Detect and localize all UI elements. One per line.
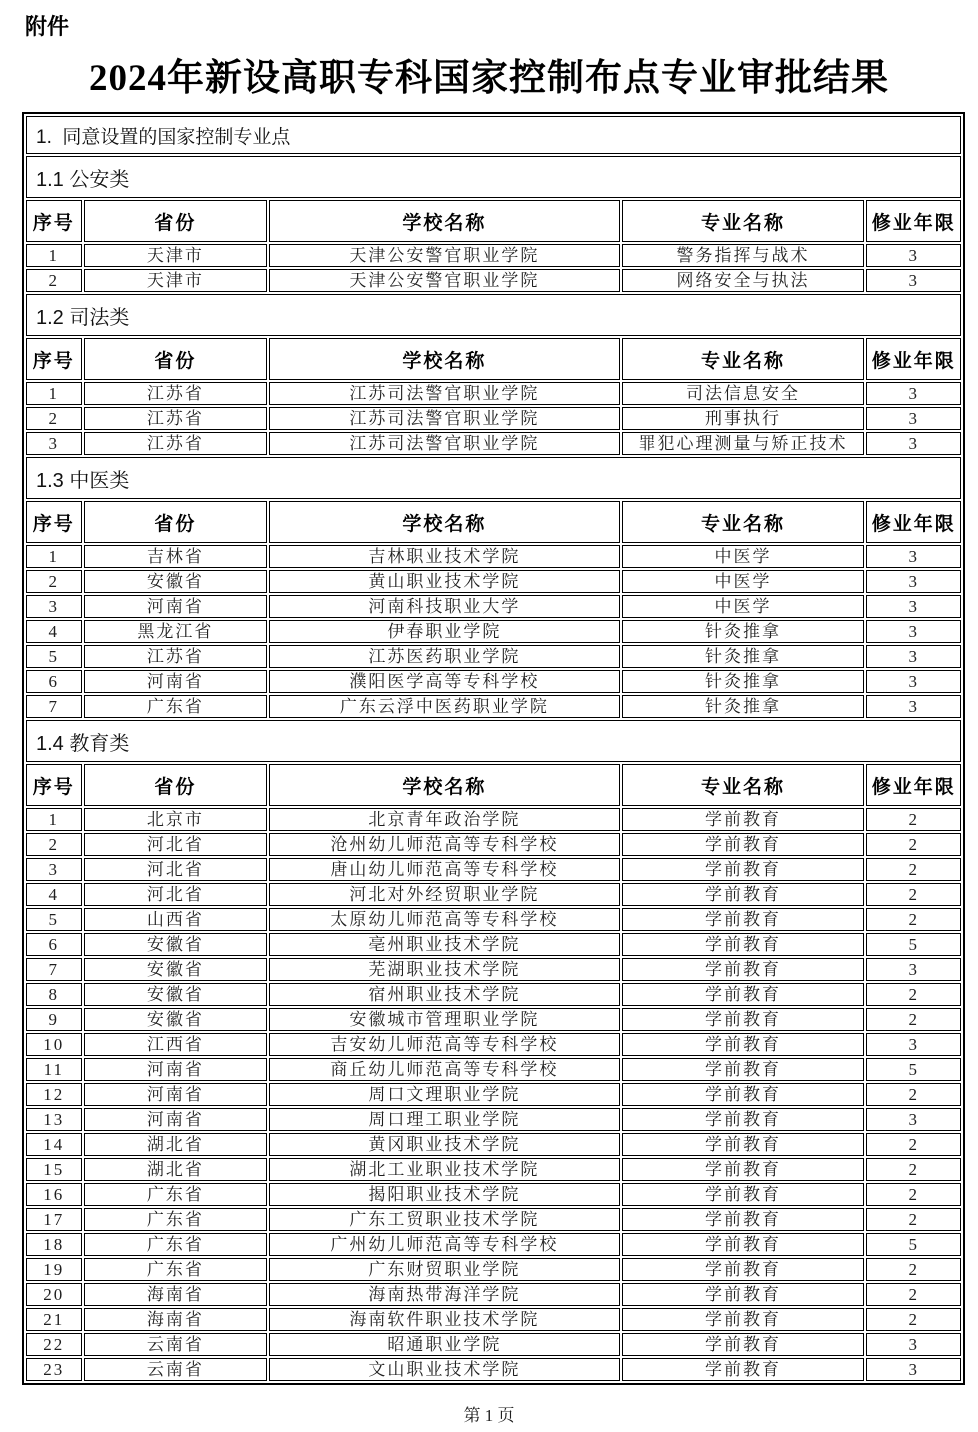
cell-index: 15 bbox=[26, 1158, 82, 1181]
cell-school: 宿州职业技术学院 bbox=[269, 983, 619, 1006]
cell-province: 广东省 bbox=[84, 1208, 268, 1231]
cell-major: 学前教育 bbox=[622, 1158, 865, 1181]
table-row bbox=[26, 1083, 961, 1106]
table-row bbox=[26, 1308, 961, 1331]
cell-major: 针灸推拿 bbox=[622, 670, 865, 693]
cell-index: 7 bbox=[26, 695, 82, 718]
cell-school: 昭通职业学院 bbox=[269, 1333, 619, 1356]
table-row bbox=[26, 670, 961, 693]
cell-major: 学前教育 bbox=[622, 1108, 865, 1131]
cell-school: 河南科技职业大学 bbox=[269, 595, 619, 618]
column-header: 省份 bbox=[84, 338, 268, 380]
cell-province: 河南省 bbox=[84, 670, 268, 693]
section-heading: 1.2 司法类 bbox=[26, 294, 961, 336]
cell-school: 江苏司法警官职业学院 bbox=[269, 382, 619, 405]
section-heading: 1.3 中医类 bbox=[26, 457, 961, 499]
cell-years: 2 bbox=[866, 833, 961, 856]
table-row bbox=[26, 858, 961, 881]
cell-major: 学前教育 bbox=[622, 808, 865, 831]
cell-school: 广东工贸职业技术学院 bbox=[269, 1208, 619, 1231]
cell-school: 江苏司法警官职业学院 bbox=[269, 407, 619, 430]
approval-table bbox=[24, 114, 963, 1383]
table-row bbox=[26, 432, 961, 455]
cell-years: 2 bbox=[866, 1008, 961, 1031]
cell-major: 学前教育 bbox=[622, 1083, 865, 1106]
cell-major: 学前教育 bbox=[622, 883, 865, 906]
column-header-row bbox=[26, 338, 961, 380]
cell-province: 河南省 bbox=[84, 1108, 268, 1131]
column-header: 修业年限 bbox=[866, 501, 961, 543]
cell-years: 2 bbox=[866, 883, 961, 906]
cell-school: 伊春职业学院 bbox=[269, 620, 619, 643]
table-row bbox=[26, 933, 961, 956]
cell-school: 海南软件职业技术学院 bbox=[269, 1308, 619, 1331]
cell-years: 2 bbox=[866, 983, 961, 1006]
cell-province: 安徽省 bbox=[84, 983, 268, 1006]
cell-years: 2 bbox=[866, 1308, 961, 1331]
cell-province: 河南省 bbox=[84, 595, 268, 618]
approval-table-body bbox=[26, 116, 961, 1381]
column-header: 学校名称 bbox=[269, 338, 619, 380]
cell-major: 警务指挥与战术 bbox=[622, 244, 865, 267]
cell-years: 3 bbox=[866, 570, 961, 593]
table-row bbox=[26, 1058, 961, 1081]
table-row bbox=[26, 1033, 961, 1056]
cell-school: 北京青年政治学院 bbox=[269, 808, 619, 831]
cell-index: 21 bbox=[26, 1308, 82, 1331]
table-row bbox=[26, 545, 961, 568]
section-heading: 1.1 公安类 bbox=[26, 156, 961, 198]
cell-school: 亳州职业技术学院 bbox=[269, 933, 619, 956]
cell-years: 3 bbox=[866, 645, 961, 668]
cell-major: 学前教育 bbox=[622, 858, 865, 881]
table-row bbox=[26, 1358, 961, 1381]
cell-index: 5 bbox=[26, 908, 82, 931]
table-row bbox=[26, 1258, 961, 1281]
cell-province: 江苏省 bbox=[84, 432, 268, 455]
cell-index: 3 bbox=[26, 595, 82, 618]
table-row bbox=[26, 1183, 961, 1206]
cell-index: 2 bbox=[26, 269, 82, 292]
table-row bbox=[26, 833, 961, 856]
column-header: 专业名称 bbox=[622, 200, 865, 242]
cell-index: 6 bbox=[26, 933, 82, 956]
cell-school: 江苏医药职业学院 bbox=[269, 645, 619, 668]
cell-province: 河北省 bbox=[84, 858, 268, 881]
cell-years: 2 bbox=[866, 1208, 961, 1231]
column-header: 序号 bbox=[26, 200, 82, 242]
page-title: 2024年新设高职专科国家控制布点专业审批结果 bbox=[89, 58, 889, 99]
cell-province: 云南省 bbox=[84, 1333, 268, 1356]
cell-school: 揭阳职业技术学院 bbox=[269, 1183, 619, 1206]
cell-years: 2 bbox=[866, 1283, 961, 1306]
column-header: 序号 bbox=[26, 764, 82, 806]
cell-major: 学前教育 bbox=[622, 1358, 865, 1381]
table-row bbox=[26, 883, 961, 906]
column-header: 修业年限 bbox=[866, 764, 961, 806]
table-row bbox=[26, 1283, 961, 1306]
cell-province: 吉林省 bbox=[84, 545, 268, 568]
cell-index: 12 bbox=[26, 1083, 82, 1106]
cell-index: 10 bbox=[26, 1033, 82, 1056]
section-heading-row bbox=[26, 457, 961, 499]
table-row bbox=[26, 1008, 961, 1031]
column-header-row bbox=[26, 764, 961, 806]
cell-years: 2 bbox=[866, 908, 961, 931]
cell-province: 海南省 bbox=[84, 1308, 268, 1331]
cell-index: 4 bbox=[26, 620, 82, 643]
cell-school: 广东财贸职业学院 bbox=[269, 1258, 619, 1281]
cell-school: 河北对外经贸职业学院 bbox=[269, 883, 619, 906]
cell-province: 安徽省 bbox=[84, 570, 268, 593]
cell-index: 2 bbox=[26, 407, 82, 430]
cell-years: 5 bbox=[866, 1058, 961, 1081]
cell-major: 学前教育 bbox=[622, 1133, 865, 1156]
cell-years: 5 bbox=[866, 933, 961, 956]
cell-major: 学前教育 bbox=[622, 983, 865, 1006]
cell-index: 20 bbox=[26, 1283, 82, 1306]
cell-school: 广州幼儿师范高等专科学校 bbox=[269, 1233, 619, 1256]
cell-major: 针灸推拿 bbox=[622, 645, 865, 668]
cell-province: 广东省 bbox=[84, 1183, 268, 1206]
cell-major: 中医学 bbox=[622, 595, 865, 618]
table-row bbox=[26, 1158, 961, 1181]
table-row bbox=[26, 983, 961, 1006]
cell-index: 8 bbox=[26, 983, 82, 1006]
cell-school: 周口理工职业学院 bbox=[269, 1108, 619, 1131]
section-heading-row bbox=[26, 156, 961, 198]
cell-major: 学前教育 bbox=[622, 1008, 865, 1031]
cell-province: 云南省 bbox=[84, 1358, 268, 1381]
table-row bbox=[26, 1208, 961, 1231]
cell-major: 学前教育 bbox=[622, 908, 865, 931]
column-header: 学校名称 bbox=[269, 764, 619, 806]
cell-index: 4 bbox=[26, 883, 82, 906]
cell-years: 2 bbox=[866, 808, 961, 831]
cell-school: 黄山职业技术学院 bbox=[269, 570, 619, 593]
table-row bbox=[26, 695, 961, 718]
cell-school: 周口文理职业学院 bbox=[269, 1083, 619, 1106]
cell-index: 1 bbox=[26, 244, 82, 267]
cell-index: 11 bbox=[26, 1058, 82, 1081]
column-header: 学校名称 bbox=[269, 200, 619, 242]
cell-province: 江苏省 bbox=[84, 645, 268, 668]
table-row bbox=[26, 382, 961, 405]
cell-province: 江西省 bbox=[84, 1033, 268, 1056]
section-heading-row bbox=[26, 294, 961, 336]
table-row bbox=[26, 808, 961, 831]
cell-major: 学前教育 bbox=[622, 1183, 865, 1206]
cell-school: 安徽城市管理职业学院 bbox=[269, 1008, 619, 1031]
cell-school: 沧州幼儿师范高等专科学校 bbox=[269, 833, 619, 856]
column-header: 专业名称 bbox=[622, 338, 865, 380]
cell-major: 学前教育 bbox=[622, 1258, 865, 1281]
cell-major: 中医学 bbox=[622, 545, 865, 568]
cell-major: 学前教育 bbox=[622, 833, 865, 856]
cell-index: 22 bbox=[26, 1333, 82, 1356]
cell-index: 2 bbox=[26, 833, 82, 856]
cell-school: 吉林职业技术学院 bbox=[269, 545, 619, 568]
cell-years: 2 bbox=[866, 1133, 961, 1156]
cell-years: 2 bbox=[866, 858, 961, 881]
column-header: 修业年限 bbox=[866, 338, 961, 380]
cell-years: 2 bbox=[866, 1158, 961, 1181]
cell-major: 学前教育 bbox=[622, 1058, 865, 1081]
cell-index: 1 bbox=[26, 808, 82, 831]
cell-major: 司法信息安全 bbox=[622, 382, 865, 405]
table-row bbox=[26, 958, 961, 981]
cell-index: 1 bbox=[26, 545, 82, 568]
cell-province: 河北省 bbox=[84, 883, 268, 906]
cell-school: 江苏司法警官职业学院 bbox=[269, 432, 619, 455]
column-header: 学校名称 bbox=[269, 501, 619, 543]
approval-table-frame bbox=[22, 112, 965, 1385]
table-row bbox=[26, 244, 961, 267]
cell-province: 天津市 bbox=[84, 269, 268, 292]
column-header: 修业年限 bbox=[866, 200, 961, 242]
cell-years: 3 bbox=[866, 407, 961, 430]
main-section-heading: 1. 同意设置的国家控制专业点 bbox=[26, 116, 961, 154]
cell-major: 学前教育 bbox=[622, 1283, 865, 1306]
cell-years: 2 bbox=[866, 1083, 961, 1106]
cell-index: 19 bbox=[26, 1258, 82, 1281]
cell-province: 湖北省 bbox=[84, 1158, 268, 1181]
table-row bbox=[26, 620, 961, 643]
cell-province: 北京市 bbox=[84, 808, 268, 831]
cell-years: 3 bbox=[866, 1108, 961, 1131]
cell-index: 2 bbox=[26, 570, 82, 593]
table-row bbox=[26, 595, 961, 618]
cell-index: 13 bbox=[26, 1108, 82, 1131]
cell-province: 安徽省 bbox=[84, 933, 268, 956]
column-header-row bbox=[26, 200, 961, 242]
cell-years: 3 bbox=[866, 382, 961, 405]
cell-school: 芜湖职业技术学院 bbox=[269, 958, 619, 981]
table-row bbox=[26, 1233, 961, 1256]
cell-major: 学前教育 bbox=[622, 1208, 865, 1231]
cell-school: 黄冈职业技术学院 bbox=[269, 1133, 619, 1156]
cell-major: 学前教育 bbox=[622, 958, 865, 981]
cell-school: 广东云浮中医药职业学院 bbox=[269, 695, 619, 718]
cell-major: 学前教育 bbox=[622, 933, 865, 956]
cell-years: 2 bbox=[866, 1258, 961, 1281]
cell-years: 3 bbox=[866, 244, 961, 267]
column-header: 省份 bbox=[84, 200, 268, 242]
main-section-row bbox=[26, 116, 961, 154]
cell-major: 学前教育 bbox=[622, 1308, 865, 1331]
cell-province: 河南省 bbox=[84, 1083, 268, 1106]
cell-index: 18 bbox=[26, 1233, 82, 1256]
table-row bbox=[26, 645, 961, 668]
cell-years: 3 bbox=[866, 958, 961, 981]
table-row bbox=[26, 1333, 961, 1356]
page-number: 第 1 页 bbox=[463, 1406, 515, 1425]
cell-province: 安徽省 bbox=[84, 1008, 268, 1031]
cell-major: 刑事执行 bbox=[622, 407, 865, 430]
cell-index: 3 bbox=[26, 858, 82, 881]
cell-major: 罪犯心理测量与矫正技术 bbox=[622, 432, 865, 455]
cell-school: 海南热带海洋学院 bbox=[269, 1283, 619, 1306]
table-row bbox=[26, 407, 961, 430]
cell-index: 9 bbox=[26, 1008, 82, 1031]
column-header: 专业名称 bbox=[622, 764, 865, 806]
cell-years: 3 bbox=[866, 620, 961, 643]
section-heading-row bbox=[26, 720, 961, 762]
cell-index: 1 bbox=[26, 382, 82, 405]
cell-school: 唐山幼儿师范高等专科学校 bbox=[269, 858, 619, 881]
cell-province: 山西省 bbox=[84, 908, 268, 931]
cell-years: 3 bbox=[866, 432, 961, 455]
table-row bbox=[26, 908, 961, 931]
cell-school: 濮阳医学高等专科学校 bbox=[269, 670, 619, 693]
cell-years: 3 bbox=[866, 670, 961, 693]
column-header-row bbox=[26, 501, 961, 543]
cell-province: 江苏省 bbox=[84, 407, 268, 430]
cell-years: 3 bbox=[866, 545, 961, 568]
cell-index: 6 bbox=[26, 670, 82, 693]
cell-province: 河北省 bbox=[84, 833, 268, 856]
section-heading: 1.4 教育类 bbox=[26, 720, 961, 762]
cell-school: 湖北工业职业技术学院 bbox=[269, 1158, 619, 1181]
cell-major: 网络安全与执法 bbox=[622, 269, 865, 292]
cell-years: 2 bbox=[866, 1183, 961, 1206]
cell-school: 天津公安警官职业学院 bbox=[269, 244, 619, 267]
cell-index: 17 bbox=[26, 1208, 82, 1231]
cell-school: 吉安幼儿师范高等专科学校 bbox=[269, 1033, 619, 1056]
table-row bbox=[26, 570, 961, 593]
cell-index: 3 bbox=[26, 432, 82, 455]
cell-years: 5 bbox=[866, 1233, 961, 1256]
cell-province: 广东省 bbox=[84, 695, 268, 718]
cell-school: 天津公安警官职业学院 bbox=[269, 269, 619, 292]
attachment-label: 附件 bbox=[25, 14, 70, 39]
column-header: 专业名称 bbox=[622, 501, 865, 543]
column-header: 省份 bbox=[84, 764, 268, 806]
cell-province: 天津市 bbox=[84, 244, 268, 267]
cell-province: 江苏省 bbox=[84, 382, 268, 405]
cell-major: 针灸推拿 bbox=[622, 620, 865, 643]
cell-major: 中医学 bbox=[622, 570, 865, 593]
cell-index: 23 bbox=[26, 1358, 82, 1381]
column-header: 序号 bbox=[26, 501, 82, 543]
cell-province: 海南省 bbox=[84, 1283, 268, 1306]
cell-province: 河南省 bbox=[84, 1058, 268, 1081]
cell-province: 广东省 bbox=[84, 1233, 268, 1256]
cell-school: 文山职业技术学院 bbox=[269, 1358, 619, 1381]
cell-years: 3 bbox=[866, 269, 961, 292]
table-row bbox=[26, 1133, 961, 1156]
cell-index: 14 bbox=[26, 1133, 82, 1156]
cell-years: 3 bbox=[866, 695, 961, 718]
table-row bbox=[26, 1108, 961, 1131]
cell-province: 安徽省 bbox=[84, 958, 268, 981]
cell-years: 3 bbox=[866, 595, 961, 618]
cell-years: 3 bbox=[866, 1033, 961, 1056]
cell-major: 学前教育 bbox=[622, 1233, 865, 1256]
cell-major: 针灸推拿 bbox=[622, 695, 865, 718]
cell-school: 商丘幼儿师范高等专科学校 bbox=[269, 1058, 619, 1081]
cell-index: 7 bbox=[26, 958, 82, 981]
cell-years: 3 bbox=[866, 1333, 961, 1356]
cell-major: 学前教育 bbox=[622, 1033, 865, 1056]
cell-province: 湖北省 bbox=[84, 1133, 268, 1156]
column-header: 序号 bbox=[26, 338, 82, 380]
cell-province: 广东省 bbox=[84, 1258, 268, 1281]
column-header: 省份 bbox=[84, 501, 268, 543]
table-row bbox=[26, 269, 961, 292]
cell-index: 16 bbox=[26, 1183, 82, 1206]
cell-school: 太原幼儿师范高等专科学校 bbox=[269, 908, 619, 931]
cell-major: 学前教育 bbox=[622, 1333, 865, 1356]
cell-index: 5 bbox=[26, 645, 82, 668]
cell-province: 黑龙江省 bbox=[84, 620, 268, 643]
cell-years: 3 bbox=[866, 1358, 961, 1381]
